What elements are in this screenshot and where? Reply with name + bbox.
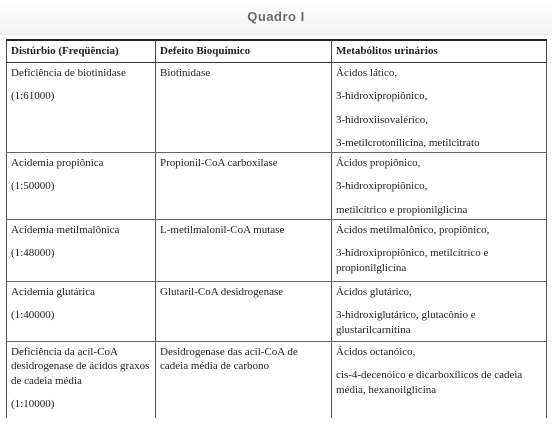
defect-name: Biotinidase	[160, 67, 211, 79]
header-row	[7, 40, 547, 63]
metabolite-line: Ácidos propiônico,	[336, 157, 421, 170]
defect-name: Propionil-CoA carboxilase	[160, 157, 278, 170]
disorder-frequency: (1:61000)	[11, 90, 55, 103]
disorder-name: Acidemia glutárica	[11, 286, 95, 299]
metabolite-line: 3-hidroxipropiônico, metilcítrico e propionilglicina	[336, 247, 489, 274]
disorder-cell	[7, 342, 156, 418]
header-defect: Defeito Bioquímico	[156, 40, 332, 63]
table-row	[7, 63, 547, 153]
defect-name: L-metilmalonil-CoA mutase	[160, 224, 285, 237]
header-disorder: Distúrbio (Freqüência)	[7, 40, 156, 63]
title-bar	[0, 0, 552, 35]
table-row	[7, 282, 547, 342]
disorders-table	[6, 39, 547, 418]
disorder-name: Deficiência da acil-CoA desidrogenase de ácidos graxos de cadeia média	[11, 346, 150, 387]
disorder-name: Deficiência de biotinidase	[11, 67, 126, 79]
disorder-frequency: (1:10000)	[11, 397, 55, 410]
disorder-name: Acidemia metilmalônica	[11, 224, 120, 237]
metabolites-cell	[332, 153, 547, 220]
metabolite-line: metilcítrico e propionilglicina	[336, 203, 468, 216]
metabolite-line: 3-hidroxiglutárico, glutacônio e glustarilcarnitina	[336, 309, 476, 336]
defect-name: Glutaril-CoA desidrogenase	[160, 286, 284, 299]
metabolite-line: Ácidos octanóico,	[336, 346, 416, 359]
metabolite-line: Ácidos lático,	[336, 67, 398, 79]
defect-cell	[156, 342, 332, 418]
defect-cell	[156, 220, 332, 282]
disorder-cell	[7, 63, 156, 153]
metabolite-line: Ácidos metilmalônico, propiônico,	[336, 224, 490, 237]
metabolite-line: 3-hidroxipropiônico,	[336, 90, 428, 103]
metabolites-cell	[332, 63, 547, 153]
defect-cell	[156, 282, 332, 342]
header-metabolites: Metabólitos urinários	[332, 40, 547, 63]
defect-name: Desidrogenase das acil-CoA de cadeia média de carbono	[160, 346, 298, 373]
metabolites-cell	[332, 282, 547, 342]
metabolite-line: 3-hidroxipropiônico,	[336, 180, 428, 193]
metabolite-line: Ácidos glutárico,	[336, 286, 412, 299]
disorder-frequency: (1:40000)	[11, 309, 55, 322]
table-row	[7, 220, 547, 282]
disorder-frequency: (1:50000)	[11, 180, 55, 193]
defect-cell	[156, 63, 332, 153]
disorder-cell	[7, 220, 156, 282]
disorder-cell	[7, 282, 156, 342]
disorder-name: Acidemia propiônica	[11, 157, 104, 170]
table-row	[7, 342, 547, 418]
metabolite-line: 3-hidroxiisovalérico,	[336, 113, 428, 126]
metabolite-line: 3-metilcrotonilicina, metilcitrato	[336, 136, 480, 149]
metabolites-cell	[332, 220, 547, 282]
table-title: Quadro I	[247, 9, 305, 24]
disorder-frequency: (1:48000)	[11, 247, 55, 260]
metabolite-line: cis-4-decenóico e dicarboxílicos de cadeia média, hexanoilglicina	[336, 369, 523, 396]
defect-cell	[156, 153, 332, 220]
metabolites-cell	[332, 342, 547, 418]
disorder-cell	[7, 153, 156, 220]
table-row	[7, 153, 547, 220]
